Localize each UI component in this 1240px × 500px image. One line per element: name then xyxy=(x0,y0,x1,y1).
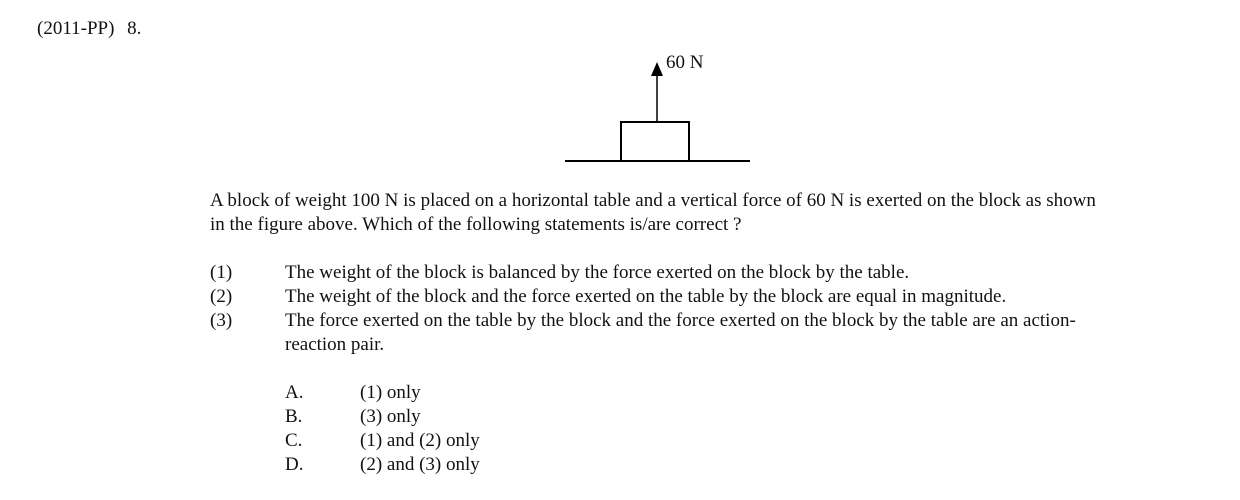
option-text: (1) only xyxy=(360,382,421,403)
option-text: (2) and (3) only xyxy=(360,454,480,475)
statement-item xyxy=(210,285,1110,309)
force-label: 60 N xyxy=(666,52,704,73)
option-letter: D. xyxy=(285,454,304,475)
question-source: (2011-PP) xyxy=(37,18,115,39)
option-letter: B. xyxy=(285,406,303,427)
question-header xyxy=(37,17,141,41)
option-letter: C. xyxy=(285,430,303,451)
option-letter: A. xyxy=(285,382,304,403)
option-a[interactable] xyxy=(285,381,480,405)
statement-number: (1) xyxy=(210,262,233,283)
option-text: (3) only xyxy=(360,406,421,427)
option-text: (1) and (2) only xyxy=(360,430,480,451)
statement-item xyxy=(210,261,1110,285)
question-text: A block of weight 100 N is placed on a horizontal table and a vertical force of 60 N is exerted on the block as shown in the figure above. Which of the following statements is/are correct ? xyxy=(210,190,1096,235)
statement-text: The weight of the block and the force exerted on the table by the block are equal in magnitude. xyxy=(285,286,1007,307)
answer-options xyxy=(285,381,480,477)
block xyxy=(621,122,689,161)
question-number: 8. xyxy=(127,18,142,39)
force-diagram xyxy=(560,48,760,168)
option-c[interactable] xyxy=(285,429,480,453)
statement-item xyxy=(210,309,1110,357)
statement-number: (3) xyxy=(210,310,233,331)
statement-number: (2) xyxy=(210,286,233,307)
option-b[interactable] xyxy=(285,405,480,429)
statement-text: The force exerted on the table by the block and the force exerted on the block by the table are an action-reaction pair. xyxy=(285,310,1076,355)
statement-text: The weight of the block is balanced by the force exerted on the block by the table. xyxy=(285,262,910,283)
force-arrow-head xyxy=(651,62,663,76)
option-d[interactable] xyxy=(285,453,480,477)
statement-list xyxy=(210,261,1110,357)
